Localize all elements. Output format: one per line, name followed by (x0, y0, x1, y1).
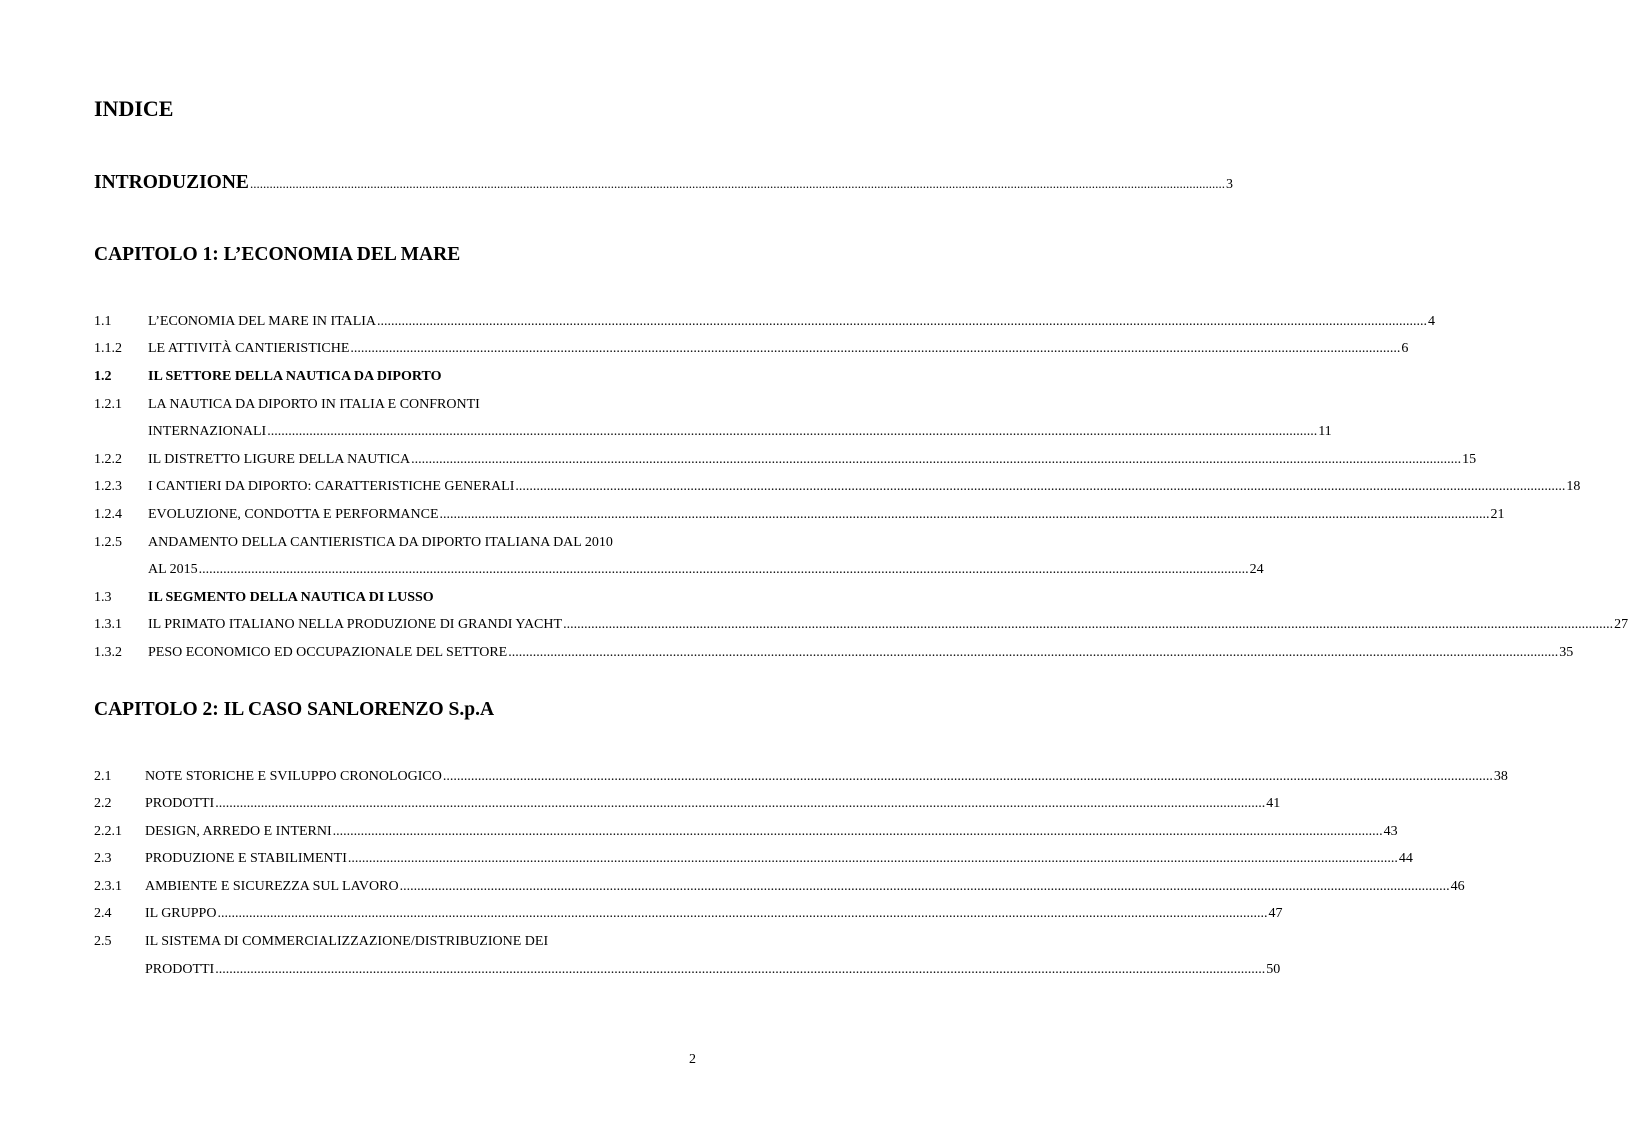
page-number: 2 (689, 1052, 696, 1067)
dot-leader: ............................................................................................................................................................................................................................................................................................................ (508, 645, 1559, 660)
entry-title: INTRODUZIONE (94, 172, 249, 193)
entry-page: 24 (1249, 562, 1264, 577)
dot-leader: ............................................................................................................................................................................................................................................................................................................ (442, 769, 1493, 784)
entry-title: AL 2015 (148, 562, 198, 577)
entry-title: I CANTIERI DA DIPORTO: CARATTERISTICHE GENERALI (148, 479, 515, 494)
entry-page: 4 (1428, 314, 1436, 329)
dot-leader: ............................................................................................................................................................................................................................................................................................................ (439, 507, 1490, 522)
entry-title: LA NAUTICA DA DIPORTO IN ITALIA E CONFRONTI (148, 397, 480, 412)
entry-page: 6 (1401, 341, 1409, 356)
dot-leader: ............................................................................................................................................................................................................................................................................................................ (249, 176, 1225, 191)
entry-title: PESO ECONOMICO ED OCCUPAZIONALE DEL SETTORE (148, 645, 508, 660)
toc-section-heading[interactable] (94, 584, 696, 611)
entry-number: 1.3.1 (94, 617, 122, 632)
entry-number: 1.2.2 (94, 452, 122, 467)
dot-leader: ............................................................................................................................................................................................................................................................................................................ (411, 452, 1462, 467)
dot-leader: ............................................................................................................................................................................................................................................................................................................ (377, 314, 1428, 329)
entry-title: DESIGN, ARREDO E INTERNI (145, 824, 332, 839)
chapter-2-title: CAPITOLO 2: IL CASO SANLORENZO S.p.A (94, 699, 495, 720)
dot-leader: ............................................................................................................................................................................................................................................................................................................ (347, 851, 1398, 866)
entry-page: 47 (1268, 906, 1283, 921)
entry-title: PRODOTTI (145, 796, 215, 811)
toc-section-heading[interactable] (94, 363, 696, 390)
entry-page: 3 (1225, 177, 1233, 192)
toc-entry[interactable] (94, 900, 1283, 927)
entry-title: ANDAMENTO DELLA CANTIERISTICA DA DIPORTO ITALIANA DAL 2010 (148, 535, 613, 550)
entry-title: IL SEGMENTO DELLA NAUTICA DI LUSSO (148, 590, 434, 605)
entry-number: 1.3.2 (94, 645, 122, 660)
entry-page: 11 (1318, 424, 1332, 439)
entry-title: NOTE STORICHE E SVILUPPO CRONOLOGICO (145, 769, 442, 784)
entry-number: 2.5 (94, 934, 112, 949)
entry-number: 2.2 (94, 796, 112, 811)
entry-number: 1.1.2 (94, 341, 122, 356)
entry-title: PRODOTTI (145, 962, 215, 977)
entry-title: IL DISTRETTO LIGURE DELLA NAUTICA (148, 452, 411, 467)
entry-page: 43 (1383, 824, 1398, 839)
entry-title: IL GRUPPO (145, 906, 217, 921)
toc-entry[interactable] (94, 611, 1628, 638)
entry-number: 2.3 (94, 851, 112, 866)
toc-entry-continuation[interactable] (94, 418, 1332, 445)
toc-entry[interactable] (94, 335, 1409, 362)
toc-entry-continuation[interactable] (94, 956, 1281, 983)
entry-number: 1.1 (94, 314, 112, 329)
toc-entry[interactable] (94, 501, 1505, 528)
entry-page: 46 (1450, 879, 1465, 894)
toc-entry[interactable] (94, 639, 1574, 666)
entry-number: 1.2.3 (94, 479, 122, 494)
dot-leader: ............................................................................................................................................................................................................................................................................................................ (217, 906, 1268, 921)
dot-leader: ............................................................................................................................................................................................................................................................................................................ (563, 617, 1614, 632)
entry-number: 1.2.1 (94, 397, 122, 412)
dot-leader: ............................................................................................................................................................................................................................................................................................................ (215, 962, 1266, 977)
entry-page: 44 (1398, 851, 1413, 866)
toc-entry[interactable] (94, 308, 1436, 335)
index-title: INDICE (94, 96, 174, 121)
entry-number: 2.1 (94, 769, 112, 784)
toc-entry-continuation[interactable] (94, 556, 1264, 583)
entry-number: 1.2.5 (94, 535, 122, 550)
entry-page: 35 (1559, 645, 1574, 660)
entry-number: 2.3.1 (94, 879, 122, 894)
entry-title: IL PRIMATO ITALIANO NELLA PRODUZIONE DI GRANDI YACHT (148, 617, 563, 632)
entry-title: IL SISTEMA DI COMMERCIALIZZAZIONE/DISTRIBUZIONE DEI (145, 934, 549, 949)
toc-entry[interactable] (94, 473, 1581, 500)
entry-title: PRODUZIONE E STABILIMENTI (145, 851, 347, 866)
dot-leader: ............................................................................................................................................................................................................................................................................................................ (215, 796, 1266, 811)
dot-leader: ............................................................................................................................................................................................................................................................................................................ (399, 879, 1450, 894)
entry-page: 41 (1266, 796, 1281, 811)
entry-page: 27 (1614, 617, 1628, 632)
chapter-1-title: CAPITOLO 1: L’ECONOMIA DEL MARE (94, 244, 461, 265)
entry-number: 2.2.1 (94, 824, 122, 839)
entry-number: 2.4 (94, 906, 112, 921)
dot-leader: ............................................................................................................................................................................................................................................................................................................ (332, 824, 1383, 839)
toc-entry-introduzione[interactable] (94, 172, 1233, 200)
toc-entry[interactable] (94, 845, 1413, 872)
entry-page: 38 (1493, 769, 1508, 784)
entry-page: 21 (1490, 507, 1505, 522)
entry-title: IL SETTORE DELLA NAUTICA DA DIPORTO (148, 369, 442, 384)
toc-entry[interactable] (94, 391, 696, 418)
toc-entry[interactable] (94, 790, 1281, 817)
entry-page: 50 (1266, 962, 1281, 977)
entry-title: EVOLUZIONE, CONDOTTA E PERFORMANCE (148, 507, 439, 522)
entry-title: INTERNAZIONALI (148, 424, 267, 439)
toc-entry[interactable] (94, 529, 696, 556)
dot-leader: ............................................................................................................................................................................................................................................................................................................ (515, 479, 1566, 494)
entry-page: 18 (1566, 479, 1581, 494)
toc-entry[interactable] (94, 873, 1465, 900)
entry-title: LE ATTIVITÀ CANTIERISTICHE (148, 341, 350, 356)
toc-entry[interactable] (94, 928, 696, 955)
dot-leader: ............................................................................................................................................................................................................................................................................................................ (267, 424, 1318, 439)
toc-entry[interactable] (94, 446, 1477, 473)
entry-title: AMBIENTE E SICUREZZA SUL LAVORO (145, 879, 399, 894)
toc-entry[interactable] (94, 763, 1508, 790)
entry-page: 15 (1462, 452, 1477, 467)
toc-entry[interactable] (94, 818, 1398, 845)
dot-leader: ............................................................................................................................................................................................................................................................................................................ (198, 562, 1249, 577)
dot-leader: ............................................................................................................................................................................................................................................................................................................ (350, 341, 1401, 356)
entry-title: L’ECONOMIA DEL MARE IN ITALIA (148, 314, 377, 329)
entry-number: 1.2 (94, 369, 112, 384)
entry-number: 1.3 (94, 590, 112, 605)
entry-number: 1.2.4 (94, 507, 122, 522)
